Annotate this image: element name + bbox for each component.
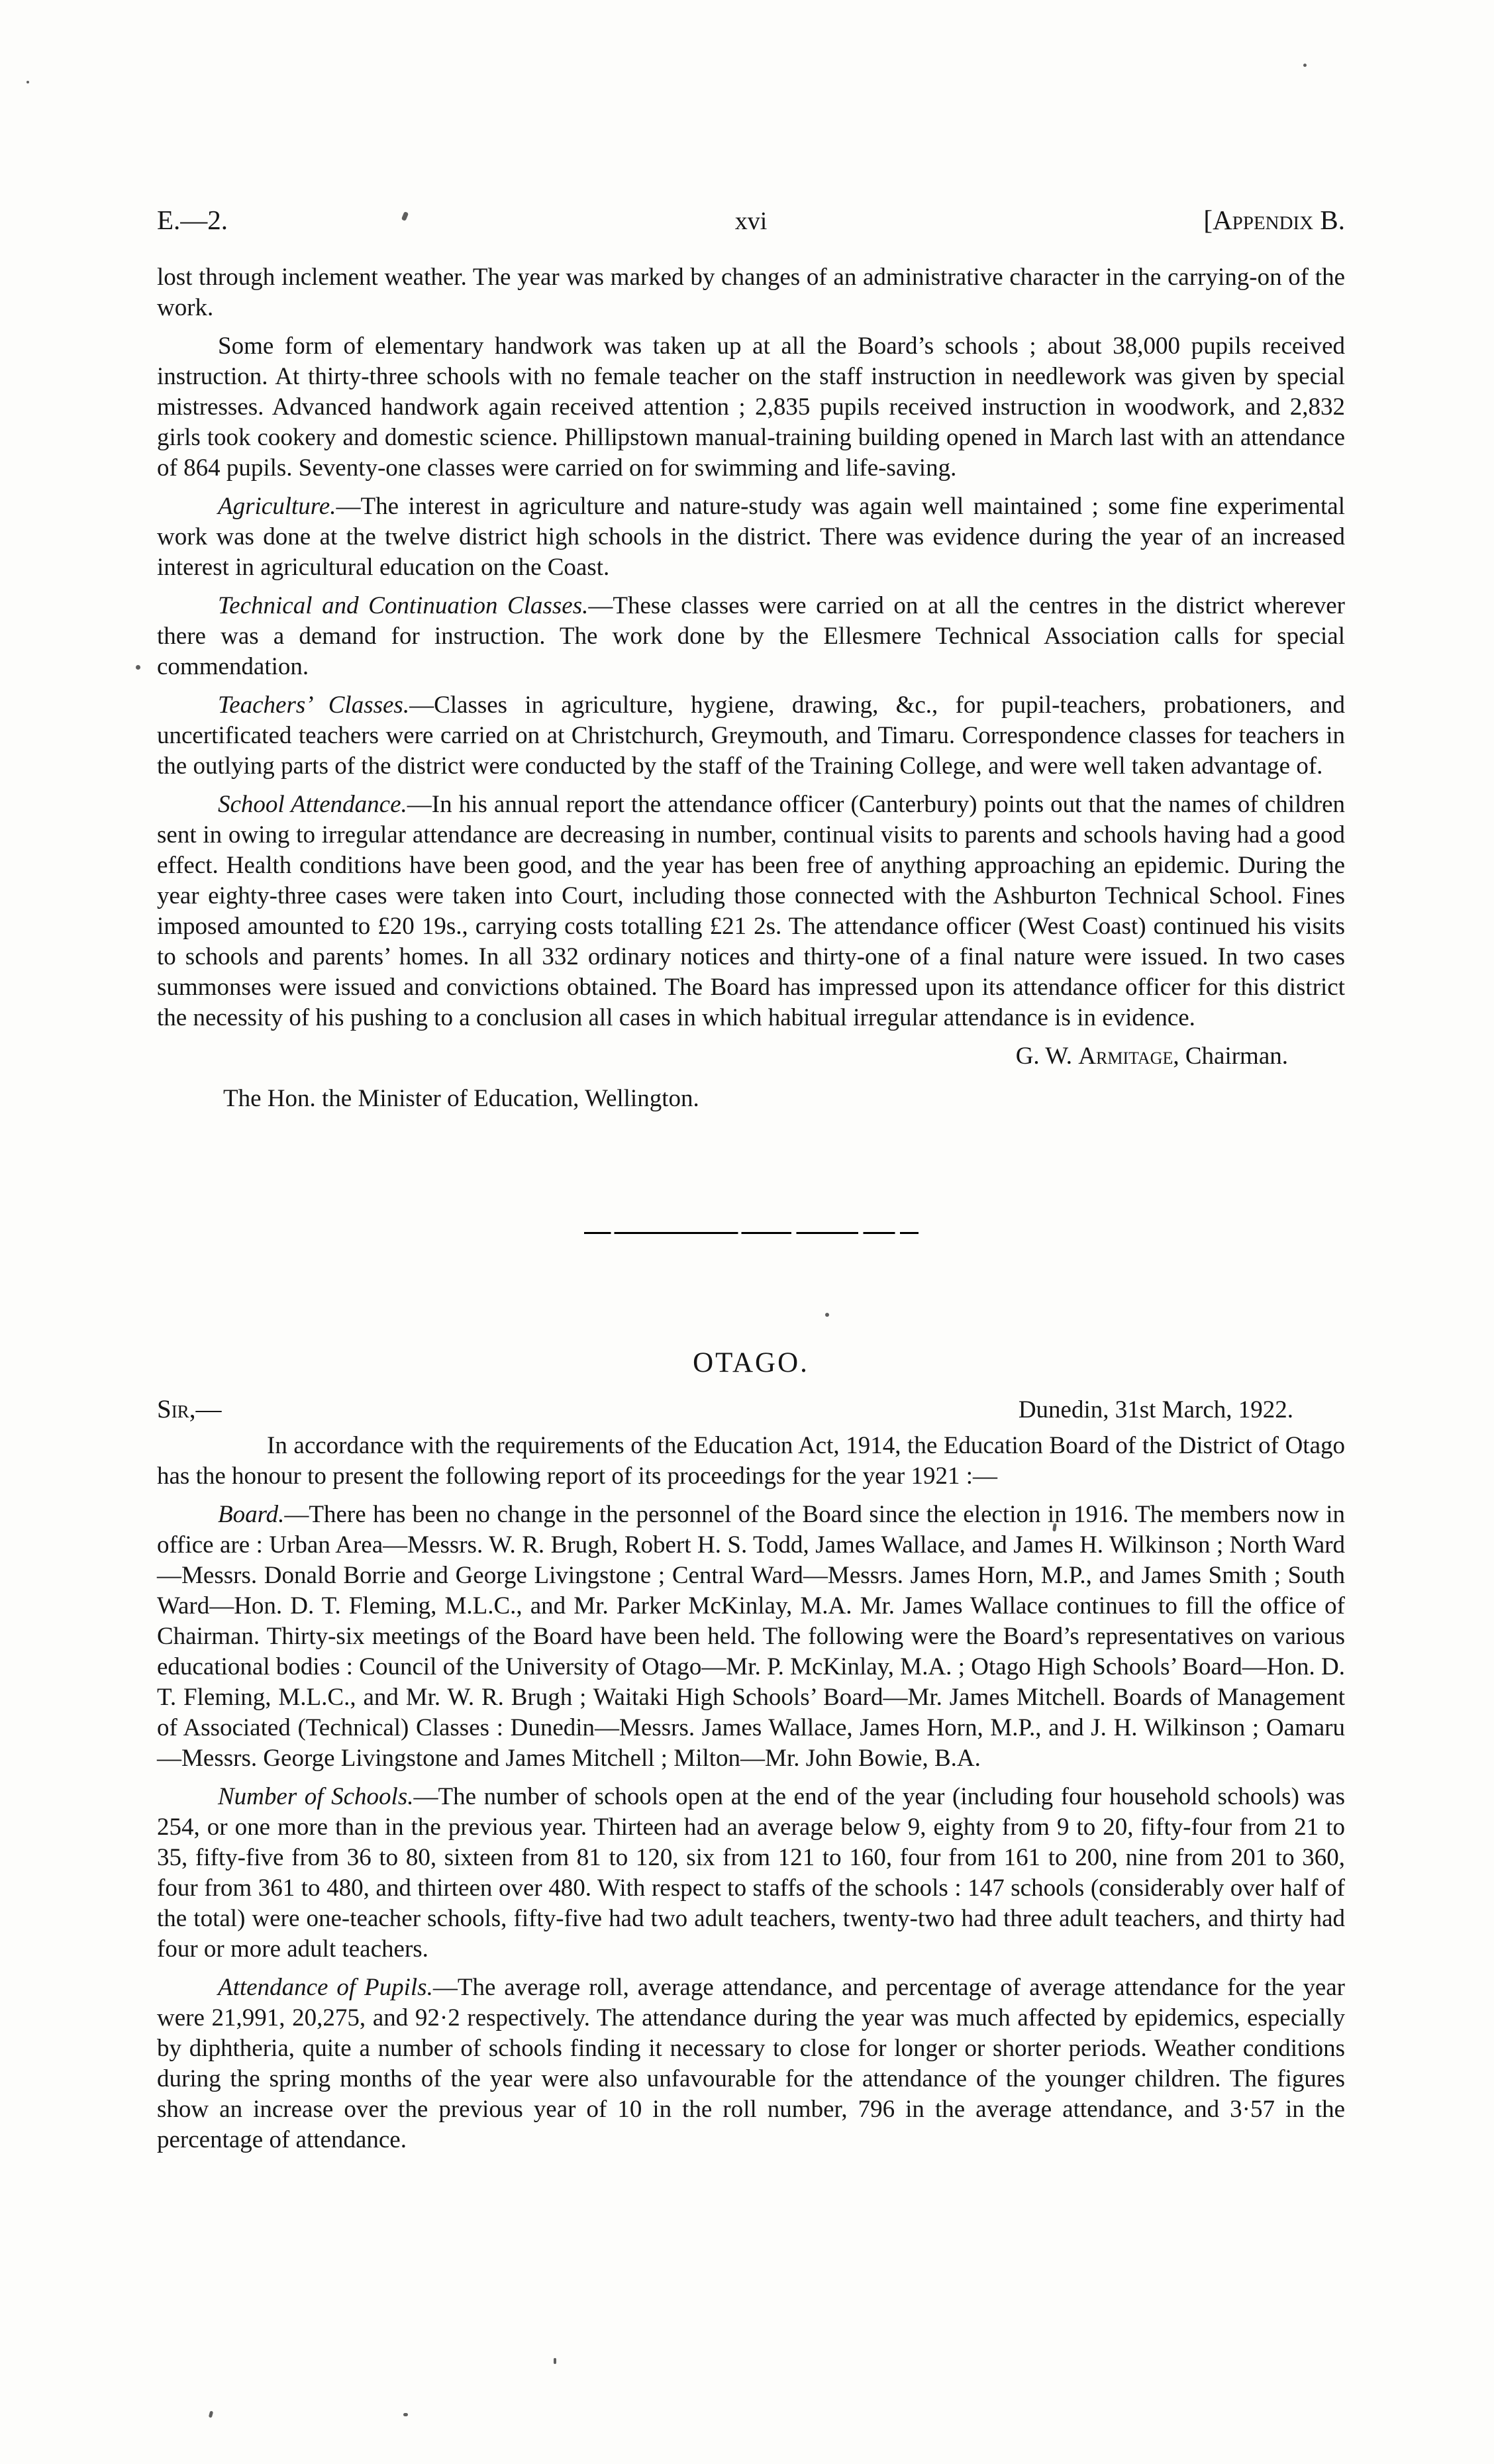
header-page-number: xvi [734,207,768,235]
paragraph-agriculture [157,491,1345,583]
section-text-technical-classes: —These classes were carried on at all the centres in the district wherever there was a demand for instruction. The work done by the Ellesmere Technical Association calls for special commendation. [157,592,1345,680]
section-lead-school-attendance: School Attendance. [218,791,407,818]
paragraph-attendance-of-pupils [157,1973,1345,2155]
otago-heading: OTAGO. [693,1347,809,1378]
section-lead-agriculture: Agriculture. [218,493,336,520]
section-text-attendance-of-pupils: —The average roll, average attendance, and percentage of average attendance for the year were 21,991, 20,275, and 92·2 respectively. The attendance during the year was much affected by epidemics, especially by diphtheria, quite a number of schools finding it necessary to close for longer or shorter periods. Weather conditions during the spring months of the year were also unfavourable for the attendance of the younger children. The figures show an increase over the previous year of 10 in the roll number, 796 in the average attendance, and 3·57 in the percentage of attendance. [157,1974,1345,2153]
signature-initials: G. W. [1015,1043,1079,1070]
paragraph-number-of-schools [157,1782,1345,1965]
header-doc-ref: E.—2. [157,205,228,235]
scan-speck [136,665,140,670]
page-header [157,204,1345,237]
section-divider [584,1232,919,1234]
scan-speck [1303,64,1307,67]
section-lead-technical-classes: Technical and Continuation Classes. [218,592,589,619]
section-text-school-attendance: —In his annual report the attendance officer (Canterbury) points out that the names of children sent in owing to irregular attendance are decreasing in number, continual visits to parents and schools having had a good effect. Health conditions have been good, and the year has been free of anything approaching an epidemic. During the year eighty-three cases were taken into Court, including those connected with the Ashburton Technical School. Fines imposed amounted to £20 19s., carrying costs totalling £21 2s. The attendance officer (West Coast) continued his visits to schools and parents’ homes. In all 332 ordinary notices and thirty-one of a final nature were issued. In two cases summonses were issued and convictions obtained. The Board has impressed upon its attendance officer for this district the necessity of his pushing to a conclusion all cases in which habitual irregular attendance is in evidence. [157,791,1345,1031]
paragraph-school-attendance [157,790,1345,1033]
section-lead-board: Board. [218,1501,285,1528]
section-text-teachers-classes: —Classes in agriculture, hygiene, drawing, &c., for pupil-teachers, probationers, and uncertificated teachers were carried on at Christchurch, Greymouth, and Timaru. Correspondence classes for teachers in the outlying parts of the district were conducted by the staff of the Training College, and were well taken advantage of. [157,692,1345,780]
scan-speck [209,2411,213,2418]
scan-speck [554,2358,556,2364]
paragraph-continuation: lost through inclement weather. The year was marked by changes of an administrative character in the carrying-on of the work. [157,264,1345,321]
section-lead-number-of-schools: Number of Schools. [218,1783,414,1810]
signature-title: , Chairman. [1173,1043,1288,1070]
paragraph-otago-intro: In accordance with the requirements of the Education Act, 1914, the Education Board of the District of Otago has the honour to present the following report of its proceedings for the year 1921 :— [157,1432,1345,1490]
addressee-line: The Hon. the Minister of Education, Wellington. [223,1085,699,1112]
signature-surname: Armitage [1078,1043,1173,1070]
section-text-number-of-schools: —The number of schools open at the end of the year (including four household schools) was 254, or one more than in the previous year. Thirteen had an average below 9, eighty from 9 to 20, fifty-four from 21 to 35, fifty-five from 36 to 80, sixteen from 81 to 120, six from 121 to 160, four from 161 to 200, nine from 201 to 360, four from 361 to 480, and thirteen over 480. With respect to staffs of the schools : 147 schools (considerably over half of the total) were one-teacher schools, fifty-five had two adult teachers, twenty-two had three adult teachers, and thirty had four or more adult teachers. [157,1783,1346,1963]
paragraph-teachers-classes [157,690,1345,782]
paragraph-handwork: Some form of elementary handwork was taken up at all the Board’s schools ; about 38,000 pupils received instruction. At thirty-three schools with no female teacher on the staff instruction in needlework was given by special mistresses. Advanced handwork again received attention ; 2,835 pupils received instruction in woodwork, and 2,832 girls took cookery and domestic science. Phillipstown manual-training building opened in March last with an attendance of 864 pupils. Seventy-one classes were carried on for swimming and life-saving. [157,333,1345,482]
scan-speck [403,2413,408,2416]
section-lead-teachers-classes: Teachers’ Classes. [218,692,410,719]
header-appendix: [Appendix B. [1203,205,1345,235]
salutation-row [157,1394,1345,1425]
signature-line [157,1041,1288,1072]
dateline: Dunedin, 31st March, 1922. [1018,1396,1293,1423]
section-lead-attendance-of-pupils: Attendance of Pupils. [218,1974,433,2001]
page-content [157,204,1345,2163]
scan-speck [26,81,29,83]
paragraph-board [157,1500,1345,1774]
section-text-agriculture: —The interest in agriculture and nature-study was again well maintained ; some fine experimental work was done at the twelve district high schools in the district. There was evidence during the year of an increased interest in agricultural education on the Coast. [157,493,1345,581]
salutation: Sir,— [157,1395,222,1423]
paragraph-technical-classes [157,591,1345,682]
section-text-board: —There has been no change in the personnel of the Board since the election in 1916. The members now in office are : Urban Area—Messrs. W. R. Brugh, Robert H. S. Todd, James Wallace, and James H. Wilkinson ; North Ward—Messrs. Donald Borrie and George Livingstone ; Central Ward—Messrs. James Horn, M.P., and James Smith ; South Ward—Hon. D. T. Fleming, M.L.C., and Mr. Parker McKinlay, M.A. Mr. James Wallace continues to fill the office of Chairman. Thirty-six meetings of the Board have been held. The following were the Board’s representatives on various educational bodies : Council of the University of Otago—Mr. P. McKinlay, M.A. ; Otago High Schools’ Board—Hon. D. T. Fleming, M.L.C., and Mr. W. R. Brugh ; Waitaki High Schools’ Board—Mr. James Mitchell. Boards of Management of Associated (Technical) Classes : Dunedin—Messrs. James Wallace, James Horn, M.P., and J. H. Wilkinson ; Oamaru—Messrs. George Livingstone and James Mitchell ; Milton—Mr. John Bowie, B.A. [157,1501,1345,1772]
